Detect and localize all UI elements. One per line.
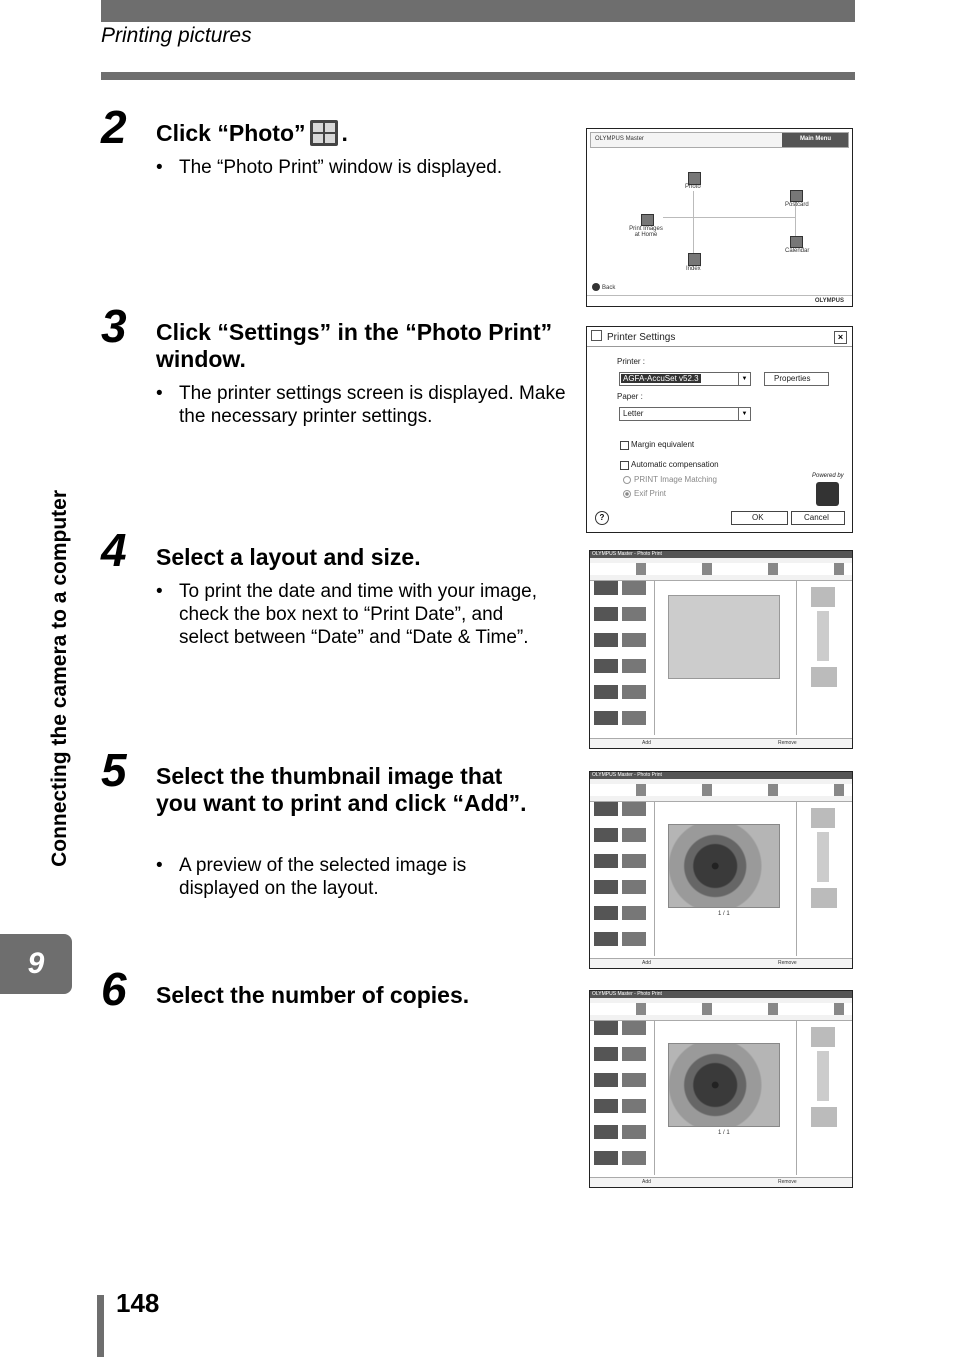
step-number: 4 xyxy=(101,524,127,576)
flower-photo xyxy=(668,824,780,908)
ok-button[interactable]: OK xyxy=(731,511,788,525)
preview-area: 1 / 1 xyxy=(656,802,792,956)
auto-compensation-checkbox[interactable] xyxy=(620,461,629,470)
index-icon[interactable] xyxy=(688,253,701,266)
printer-select[interactable]: AGFA-AccuSet v52.3 ▼ xyxy=(619,372,751,386)
layout-panel xyxy=(796,1021,851,1175)
step-number: 6 xyxy=(101,963,127,1015)
chevron-down-icon: ▼ xyxy=(738,408,750,420)
step-number: 2 xyxy=(101,101,127,153)
chapter-side-label: Connecting the camera to a computer xyxy=(48,490,71,867)
add-button[interactable]: Add xyxy=(642,1179,651,1185)
step-title: Click “Photo” . xyxy=(156,120,348,146)
calendar-icon[interactable] xyxy=(790,236,803,248)
toolbar xyxy=(590,998,852,1021)
remove-button[interactable]: Remove xyxy=(778,1179,797,1185)
step-title: Click “Settings” in the “Photo Print” window. xyxy=(156,319,553,372)
back-icon[interactable] xyxy=(592,283,600,291)
thumbnail-panel xyxy=(592,802,655,956)
chevron-down-icon: ▼ xyxy=(738,373,750,385)
paper-select[interactable]: Letter ▼ xyxy=(619,407,751,421)
bottom-bar xyxy=(590,958,852,968)
screenshot-photo-print-empty xyxy=(589,550,853,749)
properties-button[interactable]: Properties xyxy=(764,372,829,386)
add-button[interactable]: Add xyxy=(642,960,651,966)
postcard-icon[interactable] xyxy=(790,190,803,202)
add-button[interactable]: Add xyxy=(642,740,651,746)
preview-area: 1 / 1 xyxy=(656,1021,792,1175)
divider xyxy=(587,346,852,347)
screenshot-main-menu: OLYMPUS Master Main Menu Photo Postcard Print Images at Home Calendar Index Back OLYMPUS xyxy=(586,128,853,307)
step-title: Select the number of copies. xyxy=(156,982,470,1008)
connector-line xyxy=(693,191,694,261)
empty-layout-frame xyxy=(668,595,780,679)
step-number: 3 xyxy=(101,300,127,352)
toolbar xyxy=(590,558,852,581)
status-bar: OLYMPUS xyxy=(587,295,852,306)
cancel-button[interactable]: Cancel xyxy=(791,511,845,525)
toolbar xyxy=(590,779,852,802)
step-bullet: • The printer settings screen is displayed. Make the necessary printer settings. xyxy=(156,382,579,428)
title-bar: OLYMPUS Master - Photo Print xyxy=(590,551,852,558)
print-images-icon[interactable] xyxy=(641,214,654,226)
screenshot-photo-print-selected xyxy=(589,771,853,969)
step-bullet: • A preview of the selected image is displayed on the layout. xyxy=(156,854,539,900)
screenshot-photo-print-copies xyxy=(589,990,853,1188)
step-title: Select a layout and size. xyxy=(156,544,421,570)
step-bullet: • The “Photo Print” window is displayed. xyxy=(156,156,579,179)
photo-grid-icon xyxy=(310,120,338,146)
step-number: 5 xyxy=(101,744,127,796)
margin-checkbox[interactable] xyxy=(620,441,629,450)
title-bar: OLYMPUS Master - Photo Print xyxy=(590,772,852,779)
pim-radio[interactable] xyxy=(623,476,631,484)
remove-button[interactable]: Remove xyxy=(778,740,797,746)
thumbnail-panel xyxy=(592,581,655,735)
main-menu-button[interactable]: Main Menu xyxy=(782,133,848,147)
preview-area xyxy=(656,581,792,735)
remove-button[interactable]: Remove xyxy=(778,960,797,966)
exif-radio[interactable] xyxy=(623,490,631,498)
page-header-title: Printing pictures xyxy=(101,24,252,47)
step-title: Select the thumbnail image that you want to print and click “Add”. xyxy=(156,763,527,816)
bottom-bar xyxy=(590,1177,852,1187)
flower-photo xyxy=(668,1043,780,1127)
connector-line xyxy=(663,217,795,218)
close-icon[interactable]: × xyxy=(834,331,847,344)
page-number-bar xyxy=(97,1295,104,1357)
header-divider-bar xyxy=(101,72,855,80)
title-bar: OLYMPUS Master Main Menu xyxy=(590,132,849,148)
header-top-bar xyxy=(101,0,855,22)
layout-panel xyxy=(796,581,851,735)
chapter-tab: 9 xyxy=(0,934,72,994)
title-bar: OLYMPUS Master - Photo Print xyxy=(590,991,852,998)
page-number: 148 xyxy=(116,1288,160,1318)
print-image-matching-logo xyxy=(816,482,839,506)
step-bullet: • To print the date and time with your image, check the box next to “Print Date”, and select between “Date” and “Date & Time”. xyxy=(156,580,549,649)
bottom-bar xyxy=(590,738,852,748)
printer-icon xyxy=(591,330,602,341)
screenshot-printer-settings: Printer Settings × Printer : AGFA-AccuSet v52.3 ▼ Properties Paper : Letter ▼ Margin equivalent Automatic compensation PRINT Image Matching Exif Print Powered by ? OK Cancel xyxy=(586,326,853,533)
thumbnail-panel xyxy=(592,1021,655,1175)
layout-panel xyxy=(796,802,851,956)
help-icon[interactable]: ? xyxy=(595,511,609,525)
